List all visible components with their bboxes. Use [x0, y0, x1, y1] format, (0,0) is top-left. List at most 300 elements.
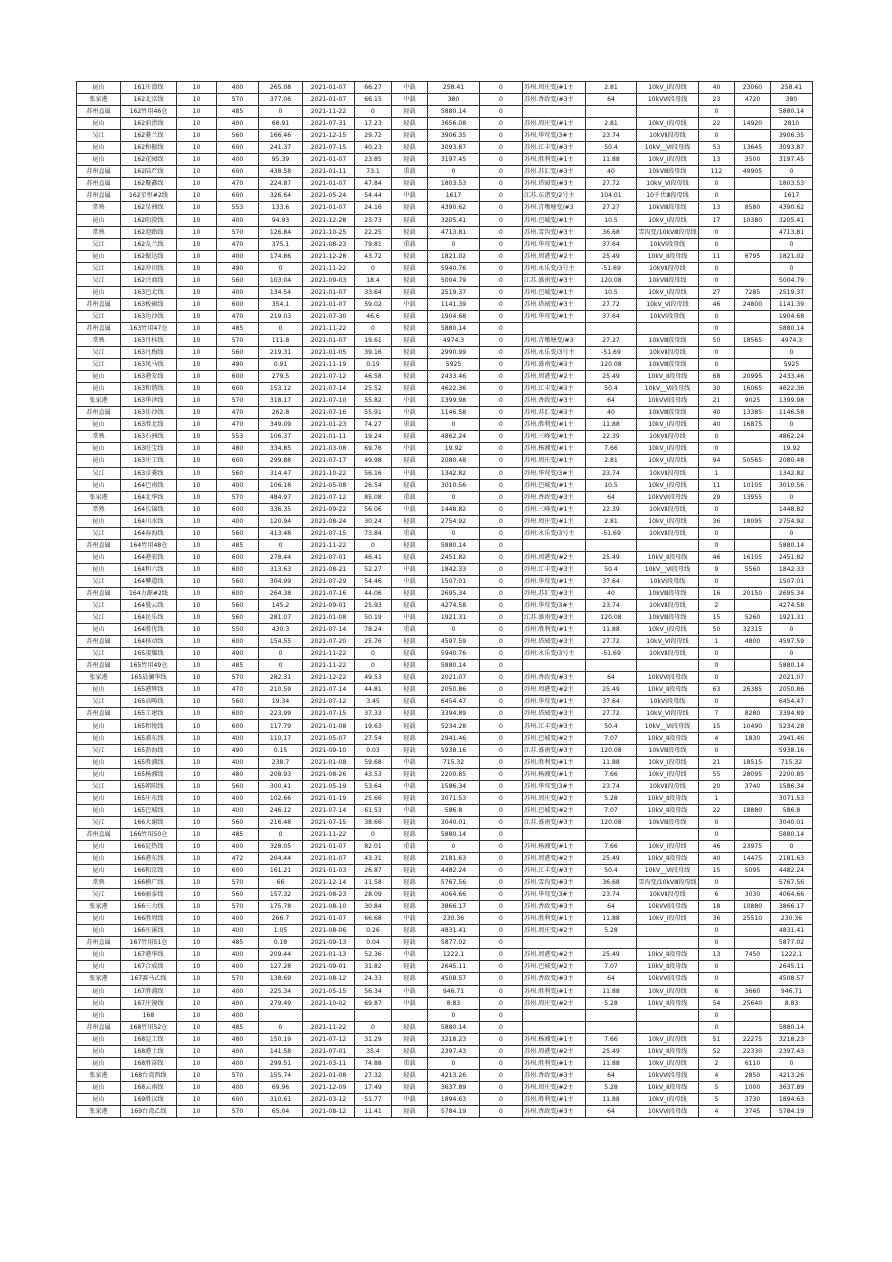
cell-col-zero: 0	[480, 491, 523, 503]
cell-bus-section: 10kV_Ⅰ段母线	[637, 82, 699, 94]
cell-max-current: 66	[259, 877, 303, 889]
cell-rated-current: 400	[217, 985, 259, 997]
cell-substation-transformer	[523, 539, 586, 551]
table-row	[77, 660, 813, 672]
cell-available-capacity: 1222.1	[771, 949, 813, 961]
cell-user-count: 46	[699, 551, 735, 563]
cell-transformer-margin: 22.39	[586, 431, 637, 443]
cell-substation-transformer: 苏州.周庄变/#1主	[523, 118, 586, 130]
cell-region: 昆山	[77, 804, 121, 816]
cell-load-status: 中载	[392, 612, 428, 624]
cell-bus-section: 10kVⅠ段母线	[637, 696, 699, 708]
cell-line-name: 163巴北线	[121, 286, 177, 298]
cell-user-count: 16	[699, 587, 735, 599]
cell-max-current: 65.04	[259, 1105, 303, 1117]
cell-capacity-sum: 23975	[735, 840, 771, 852]
cell-capacity-sum	[735, 961, 771, 973]
cell-capacity-sum: 10380	[735, 214, 771, 226]
cell-transformer-margin: 36.68	[586, 877, 637, 889]
cell-available-capacity: 4713.81	[771, 226, 813, 238]
cell-user-count: 0	[699, 190, 735, 202]
table-row	[77, 913, 813, 925]
cell-remaining-capacity: 2645.11	[428, 961, 480, 973]
cell-region: 吴江	[77, 575, 121, 587]
cell-rated-current: 490	[217, 744, 259, 756]
cell-load-rate: 23.85	[355, 154, 392, 166]
cell-transformer-margin: 2.81	[586, 82, 637, 94]
cell-user-count: 0	[699, 130, 735, 142]
cell-bus-section: 10kV_Ⅵ段母线	[637, 178, 699, 190]
cell-max-date: 2021-11-22	[303, 828, 355, 840]
cell-voltage: 10	[177, 503, 217, 515]
cell-substation-transformer: 苏州.周港变/#2主	[523, 551, 586, 563]
cell-substation-transformer: 苏州.香政变/#3主	[523, 1069, 586, 1081]
cell-load-rate	[355, 1009, 392, 1021]
cell-load-status: 轻载	[392, 732, 428, 744]
cell-available-capacity: 1146.58	[771, 407, 813, 419]
cell-rated-current: 400	[217, 515, 259, 527]
cell-col-zero: 0	[480, 901, 523, 913]
cell-voltage: 10	[177, 937, 217, 949]
cell-voltage: 10	[177, 913, 217, 925]
cell-substation-transformer: 苏州.周港变/#2主	[523, 949, 586, 961]
cell-load-status: 轻载	[392, 1081, 428, 1093]
cell-max-current: 326.64	[259, 190, 303, 202]
cell-bus-section	[637, 322, 699, 334]
cell-remaining-capacity: 1448.82	[428, 503, 480, 515]
cell-max-current: 304.99	[259, 575, 303, 587]
cell-max-current: 19.34	[259, 696, 303, 708]
cell-line-name: 166竹用50仓	[121, 828, 177, 840]
cell-rated-current: 400	[217, 214, 259, 226]
table-row	[77, 359, 813, 371]
cell-transformer-margin: 120.08	[586, 274, 637, 286]
cell-line-name: 163华泽线	[121, 395, 177, 407]
cell-max-date: 2021-01-07	[303, 840, 355, 852]
cell-bus-section: 10kVⅡ段母线	[637, 431, 699, 443]
cell-region: 苏州直属	[77, 937, 121, 949]
cell-load-rate: 39.16	[355, 347, 392, 359]
cell-remaining-capacity: 5940.76	[428, 648, 480, 660]
cell-region: 苏州直属	[77, 539, 121, 551]
cell-load-rate: 56.16	[355, 467, 392, 479]
cell-remaining-capacity: 3637.89	[428, 1081, 480, 1093]
table-row	[77, 949, 813, 961]
cell-transformer-margin: 37.64	[586, 310, 637, 322]
cell-load-rate: 26.54	[355, 479, 392, 491]
cell-available-capacity: 5880.14	[771, 322, 813, 334]
cell-bus-section: 10kVⅥ段母线	[637, 1069, 699, 1081]
cell-col-zero: 0	[480, 708, 523, 720]
cell-col-zero: 0	[480, 190, 523, 202]
cell-max-current: 120.94	[259, 515, 303, 527]
cell-bus-section: 10kV_Ⅱ段母线	[637, 804, 699, 816]
table-row	[77, 1033, 813, 1045]
cell-max-date: 2021-01-11	[303, 166, 355, 178]
table-row	[77, 696, 813, 708]
cell-rated-current: 400	[217, 479, 259, 491]
cell-region: 昆山	[77, 925, 121, 937]
cell-max-date: 2021-03-12	[303, 1093, 355, 1105]
cell-transformer-margin: 5.28	[586, 925, 637, 937]
table-row	[77, 865, 813, 877]
cell-load-status: 轻载	[392, 515, 428, 527]
cell-bus-section: 10kV_Ⅱ段母线	[637, 949, 699, 961]
cell-user-count: 40	[699, 407, 735, 419]
cell-bus-section: 10kV_Ⅰ段母线	[637, 768, 699, 780]
cell-rated-current: 485	[217, 322, 259, 334]
cell-line-name: 168	[121, 1009, 177, 1021]
cell-available-capacity: 946.71	[771, 985, 813, 997]
cell-region: 吴江	[77, 347, 121, 359]
cell-region: 吴江	[77, 612, 121, 624]
cell-load-rate: 33.64	[355, 286, 392, 298]
cell-region: 吴江	[77, 816, 121, 828]
table-row	[77, 202, 813, 214]
cell-remaining-capacity: 2433.46	[428, 371, 480, 383]
cell-rated-current: 560	[217, 130, 259, 142]
cell-transformer-margin: 11.88	[586, 624, 637, 636]
cell-transformer-margin: 23.74	[586, 467, 637, 479]
cell-capacity-sum	[735, 575, 771, 587]
cell-col-zero: 0	[480, 877, 523, 889]
cell-load-rate: 0.26	[355, 925, 392, 937]
cell-load-rate: 85.08	[355, 491, 392, 503]
cell-remaining-capacity: 4064.66	[428, 889, 480, 901]
cell-load-status: 中载	[392, 94, 428, 106]
cell-load-rate: 37.33	[355, 708, 392, 720]
cell-load-rate: 54.44	[355, 190, 392, 202]
cell-substation-transformer: 苏州.胜利变/#1主	[523, 756, 586, 768]
cell-rated-current: 485	[217, 539, 259, 551]
cell-voltage: 10	[177, 226, 217, 238]
cell-available-capacity: 2080.48	[771, 455, 813, 467]
cell-max-current: 154.55	[259, 636, 303, 648]
cell-load-rate: 40.23	[355, 142, 392, 154]
cell-region: 吴江	[77, 696, 121, 708]
cell-capacity-sum: 13955	[735, 491, 771, 503]
cell-region: 昆山	[77, 768, 121, 780]
cell-col-zero: 0	[480, 202, 523, 214]
cell-bus-section: 10kV_Ⅰ段母线	[637, 624, 699, 636]
cell-available-capacity: 586.8	[771, 804, 813, 816]
cell-load-rate: 0	[355, 828, 392, 840]
cell-rated-current: 400	[217, 154, 259, 166]
cell-col-zero: 0	[480, 828, 523, 840]
table-row	[77, 166, 813, 178]
table-row	[77, 479, 813, 491]
cell-region: 吴江	[77, 467, 121, 479]
cell-region: 昆山	[77, 383, 121, 395]
cell-load-rate: 0	[355, 322, 392, 334]
table-row	[77, 612, 813, 624]
cell-user-count: 4	[699, 1069, 735, 1081]
cell-load-status: 轻载	[392, 1021, 428, 1033]
cell-available-capacity: 1803.53	[771, 178, 813, 190]
table-row	[77, 889, 813, 901]
cell-max-current: 141.58	[259, 1045, 303, 1057]
cell-substation-transformer: 苏州.巴城变/#1主	[523, 214, 586, 226]
cell-max-date: 2021-08-24	[303, 515, 355, 527]
cell-line-name: 165工建线	[121, 708, 177, 720]
cell-remaining-capacity: 4713.81	[428, 226, 480, 238]
cell-max-current: 354.1	[259, 298, 303, 310]
cell-available-capacity: 2050.86	[771, 684, 813, 696]
cell-col-zero: 0	[480, 1009, 523, 1021]
cell-max-date: 2021-01-07	[303, 286, 355, 298]
cell-remaining-capacity: 3010.56	[428, 479, 480, 491]
cell-load-status	[392, 1009, 428, 1021]
cell-col-zero: 0	[480, 587, 523, 599]
cell-max-date: 2021-08-12	[303, 1105, 355, 1117]
cell-load-status: 轻载	[392, 684, 428, 696]
cell-capacity-sum: 1830	[735, 732, 771, 744]
cell-rated-current: 400	[217, 732, 259, 744]
cell-max-date: 2021-01-07	[303, 298, 355, 310]
cell-col-zero: 0	[480, 1105, 523, 1117]
cell-available-capacity: 1904.68	[771, 310, 813, 322]
cell-rated-current: 560	[217, 696, 259, 708]
cell-remaining-capacity: 2990.99	[428, 347, 480, 359]
cell-bus-section: 10kVⅡ段母线	[637, 503, 699, 515]
cell-col-zero: 0	[480, 853, 523, 865]
cell-bus-section: 10kV_Ⅱ段母线	[637, 371, 699, 383]
cell-capacity-sum: 20150	[735, 587, 771, 599]
cell-substation-transformer: 苏州.塔园变/#3主	[523, 298, 586, 310]
cell-max-current: 133.6	[259, 202, 303, 214]
table-row	[77, 82, 813, 94]
cell-substation-transformer: 江苏.盛南变/#3主	[523, 612, 586, 624]
cell-remaining-capacity: 3906.35	[428, 130, 480, 142]
cell-load-status: 轻载	[392, 118, 428, 130]
cell-rated-current: 400	[217, 756, 259, 768]
cell-transformer-margin: 64	[586, 94, 637, 106]
cell-bus-section: 10kVⅡ段母线	[637, 889, 699, 901]
cell-remaining-capacity: 4597.59	[428, 636, 480, 648]
cell-region: 昆山	[77, 840, 121, 852]
cell-rated-current: 600	[217, 190, 259, 202]
cell-transformer-margin: 22.39	[586, 503, 637, 515]
cell-voltage: 10	[177, 310, 217, 322]
cell-max-current: 153.12	[259, 383, 303, 395]
cell-col-zero: 0	[480, 660, 523, 672]
table-row	[77, 1045, 813, 1057]
cell-load-status: 中载	[392, 443, 428, 455]
cell-col-zero: 0	[480, 1069, 523, 1081]
cell-available-capacity: 3197.45	[771, 154, 813, 166]
cell-col-zero: 0	[480, 937, 523, 949]
cell-voltage: 10	[177, 298, 217, 310]
cell-line-name: 165凌耀线	[121, 648, 177, 660]
cell-capacity-sum: 28095	[735, 768, 771, 780]
cell-region: 苏州直属	[77, 708, 121, 720]
cell-remaining-capacity: 5234.28	[428, 720, 480, 732]
cell-voltage: 10	[177, 1021, 217, 1033]
cell-region: 苏州直属	[77, 190, 121, 202]
cell-rated-current: 470	[217, 407, 259, 419]
cell-bus-section: 10kV_Ⅰ段母线	[637, 840, 699, 852]
cell-substation-transformer	[523, 828, 586, 840]
cell-rated-current: 560	[217, 274, 259, 286]
cell-user-count: 0	[699, 106, 735, 118]
cell-bus-section: 10kV_Ⅰ段母线	[637, 443, 699, 455]
cell-substation-transformer: 苏州.周港变/#2主	[523, 853, 586, 865]
cell-region: 昆山	[77, 455, 121, 467]
cell-col-zero: 0	[480, 551, 523, 563]
cell-capacity-sum	[735, 937, 771, 949]
cell-transformer-margin: 23.74	[586, 889, 637, 901]
cell-col-zero: 0	[480, 178, 523, 190]
table-row	[77, 118, 813, 130]
cell-user-count: 0	[699, 925, 735, 937]
cell-max-date: 2021-07-12	[303, 491, 355, 503]
cell-substation-transformer: 苏州.雪沟变/#3主	[523, 877, 586, 889]
cell-rated-current: 553	[217, 431, 259, 443]
cell-load-status: 轻载	[392, 720, 428, 732]
cell-remaining-capacity: 2519.37	[428, 286, 480, 298]
cell-voltage: 10	[177, 925, 217, 937]
cell-max-date: 2021-07-16	[303, 407, 355, 419]
cell-load-rate: 27.32	[355, 1069, 392, 1081]
cell-max-current: 102.66	[259, 792, 303, 804]
cell-max-date: 2021-11-22	[303, 262, 355, 274]
table-row	[77, 407, 813, 419]
cell-max-date: 2021-07-14	[303, 624, 355, 636]
cell-max-current: 223.99	[259, 708, 303, 720]
cell-max-date: 2021-01-07	[303, 853, 355, 865]
table-row	[77, 708, 813, 720]
cell-max-current: 210.59	[259, 684, 303, 696]
cell-transformer-margin: 7.66	[586, 443, 637, 455]
cell-voltage: 10	[177, 877, 217, 889]
cell-remaining-capacity: 0	[428, 527, 480, 539]
cell-capacity-sum: 24800	[735, 298, 771, 310]
cell-available-capacity: 4508.57	[771, 973, 813, 985]
cell-remaining-capacity: 4862.24	[428, 431, 480, 443]
cell-voltage: 10	[177, 780, 217, 792]
cell-max-date: 2021-03-11	[303, 1057, 355, 1069]
cell-voltage: 10	[177, 527, 217, 539]
cell-capacity-sum: 4720	[735, 94, 771, 106]
cell-load-status: 中载	[392, 780, 428, 792]
cell-bus-section: 10kV_Ⅰ段母线	[637, 479, 699, 491]
cell-bus-section: 10kVⅡ段母线	[637, 130, 699, 142]
cell-available-capacity: 5938.16	[771, 744, 813, 756]
cell-transformer-margin: 27.72	[586, 178, 637, 190]
table-row	[77, 334, 813, 346]
table-row	[77, 901, 813, 913]
cell-rated-current: 570	[217, 334, 259, 346]
cell-line-name: 162和振线	[121, 142, 177, 154]
cell-load-status: 轻载	[392, 178, 428, 190]
table-row	[77, 1021, 813, 1033]
cell-remaining-capacity: 586.8	[428, 804, 480, 816]
cell-substation-transformer: 苏州.青墩塘变/#3	[523, 202, 586, 214]
cell-capacity-sum	[735, 503, 771, 515]
cell-region: 苏州直属	[77, 660, 121, 672]
cell-available-capacity: 2695.34	[771, 587, 813, 599]
cell-rated-current: 490	[217, 648, 259, 660]
cell-substation-transformer: 苏州.华莺变/#1主	[523, 310, 586, 322]
cell-remaining-capacity: 5880.14	[428, 106, 480, 118]
cell-region: 吴江	[77, 359, 121, 371]
cell-rated-current: 472	[217, 853, 259, 865]
cell-remaining-capacity: 0	[428, 624, 480, 636]
cell-capacity-sum	[735, 310, 771, 322]
cell-remaining-capacity: 1146.58	[428, 407, 480, 419]
cell-rated-current: 600	[217, 371, 259, 383]
cell-col-zero: 0	[480, 407, 523, 419]
cell-line-name: 168胜奋线	[121, 1057, 177, 1069]
cell-max-date	[303, 1009, 355, 1021]
cell-rated-current: 570	[217, 226, 259, 238]
cell-line-name: 166大谢线	[121, 816, 177, 828]
cell-max-date: 2021-07-01	[303, 551, 355, 563]
cell-load-status: 轻载	[392, 551, 428, 563]
cell-user-count: 0	[699, 877, 735, 889]
cell-rated-current: 485	[217, 1021, 259, 1033]
cell-region: 张家港	[77, 901, 121, 913]
cell-load-rate: 29.72	[355, 130, 392, 142]
cell-rated-current: 570	[217, 491, 259, 503]
cell-available-capacity: 4274.58	[771, 600, 813, 612]
cell-bus-section: 10kVⅡ段母线	[637, 262, 699, 274]
cell-region: 昆山	[77, 419, 121, 431]
cell-line-name: 163卓菱线	[121, 467, 177, 479]
cell-max-current: 161.21	[259, 865, 303, 877]
cell-max-current: 375.1	[259, 238, 303, 250]
cell-user-count: 15	[699, 865, 735, 877]
cell-capacity-sum	[735, 431, 771, 443]
cell-capacity-sum	[735, 600, 771, 612]
cell-transformer-margin: 11.88	[586, 419, 637, 431]
cell-user-count: 22	[699, 118, 735, 130]
cell-transformer-margin: 11.88	[586, 1093, 637, 1105]
cell-region: 昆山	[77, 732, 121, 744]
cell-available-capacity: 3218.23	[771, 1033, 813, 1045]
cell-user-count: 22	[699, 804, 735, 816]
cell-max-current: 279.5	[259, 371, 303, 383]
cell-region: 昆山	[77, 1033, 121, 1045]
cell-remaining-capacity: 1617	[428, 190, 480, 202]
cell-transformer-margin: -51.69	[586, 262, 637, 274]
cell-max-current: 265.08	[259, 82, 303, 94]
cell-capacity-sum	[735, 130, 771, 142]
cell-col-zero: 0	[480, 443, 523, 455]
cell-user-count: 11	[699, 250, 735, 262]
cell-line-name: 164移动线	[121, 636, 177, 648]
cell-load-status: 轻载	[392, 274, 428, 286]
cell-max-current: 69.96	[259, 1081, 303, 1093]
cell-substation-transformer: 苏州.江丰变/#3主	[523, 142, 586, 154]
cell-voltage: 10	[177, 334, 217, 346]
cell-available-capacity: 258.41	[771, 82, 813, 94]
cell-load-rate: 19.63	[355, 720, 392, 732]
cell-transformer-margin: 25.49	[586, 853, 637, 865]
cell-capacity-sum	[735, 1021, 771, 1033]
cell-load-rate: 51.77	[355, 1093, 392, 1105]
cell-region: 常熟	[77, 202, 121, 214]
cell-max-current: 204.44	[259, 853, 303, 865]
cell-voltage: 10	[177, 395, 217, 407]
cell-col-zero: 0	[480, 371, 523, 383]
cell-user-count: 0	[699, 744, 735, 756]
cell-max-date: 2021-11-22	[303, 1021, 355, 1033]
cell-voltage: 10	[177, 575, 217, 587]
cell-max-date: 2021-09-10	[303, 744, 355, 756]
cell-substation-transformer: 苏州.胜利变/#1主	[523, 1057, 586, 1069]
cell-region: 张家港	[77, 973, 121, 985]
